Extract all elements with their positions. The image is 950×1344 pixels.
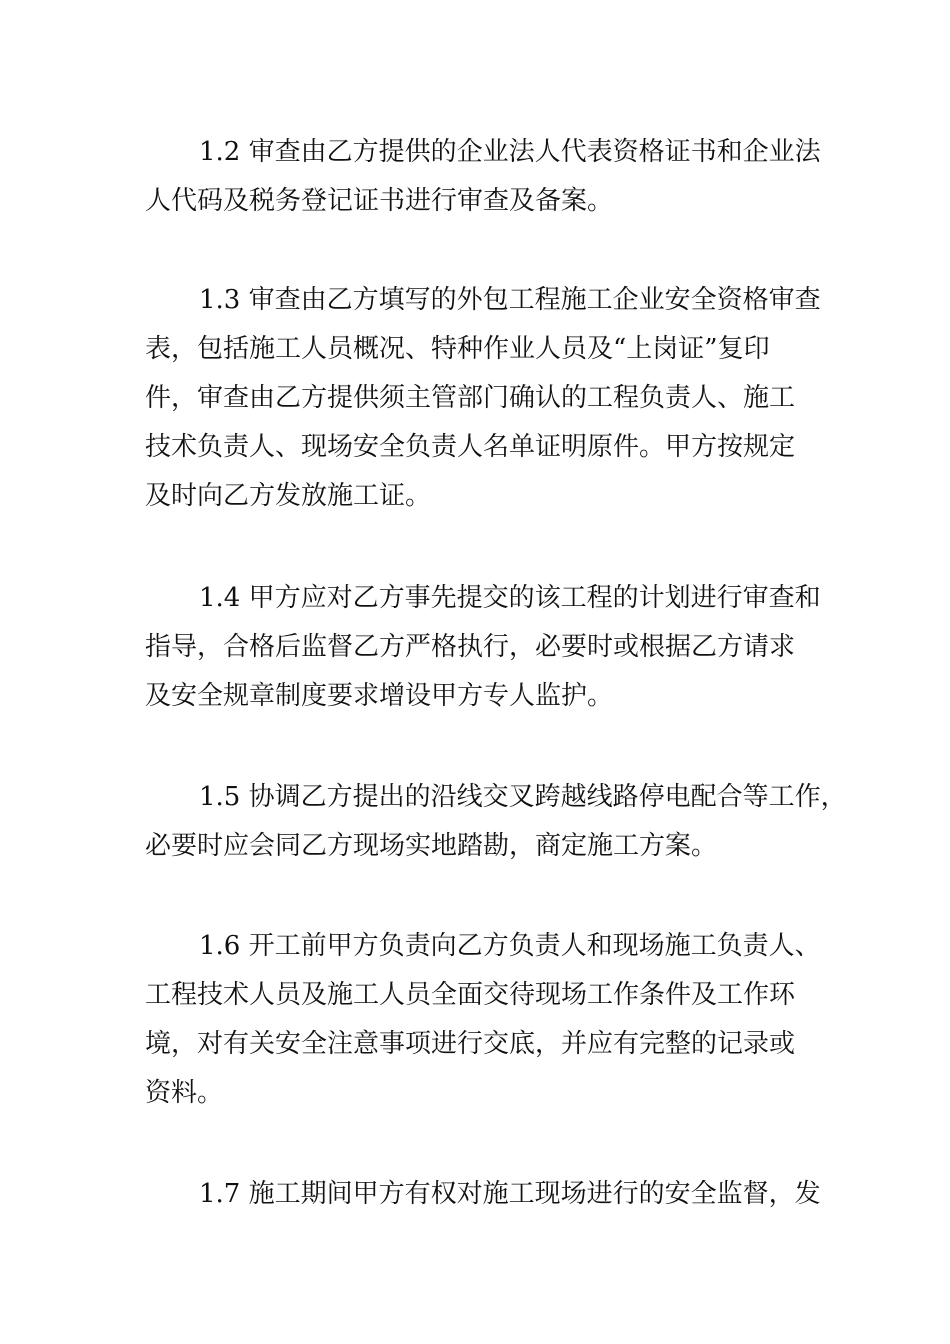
paragraph-line: 1.7 施工期间甲方有权对施工现场进行的安全监督，发 <box>199 1179 821 1209</box>
paragraph-line: 1.6 开工前甲方负责向乙方负责人和现场施工负责人、 <box>199 931 821 961</box>
paragraph-line: 1.5 协调乙方提出的沿线交叉跨越线路停电配合等工作， <box>199 782 847 812</box>
paragraph-1-5 <box>145 773 847 871</box>
paragraph-1-6 <box>145 922 821 1118</box>
paragraph-line: 件，审查由乙方提供须主管部门确认的工程负责人、施工 <box>145 383 796 413</box>
paragraph-1-4 <box>145 574 821 721</box>
paragraph-1-2 <box>145 128 821 226</box>
paragraph-line: 技术负责人、现场安全负责人名单证明原件。甲方按规定 <box>145 432 796 462</box>
paragraph-line: 必要时应会同乙方现场实地踏勘，商定施工方案。 <box>145 831 718 861</box>
paragraph-line: 及时向乙方发放施工证。 <box>145 481 432 511</box>
paragraph-line: 1.2 审查由乙方提供的企业法人代表资格证书和企业法 <box>199 137 821 167</box>
paragraph-line: 指导，合格后监督乙方严格执行，必要时或根据乙方请求 <box>145 632 796 662</box>
paragraph-1-3 <box>145 276 821 521</box>
paragraph-line: 人代码及税务登记证书进行审查及备案。 <box>145 186 614 216</box>
paragraph-line: 境，对有关安全注意事项进行交底，并应有完整的记录或 <box>145 1029 796 1059</box>
paragraph-line: 工程技术人员及施工人员全面交待现场工作条件及工作环 <box>145 980 796 1010</box>
paragraph-line: 及安全规章制度要求增设甲方专人监护。 <box>145 681 614 711</box>
paragraph-1-7 <box>145 1170 821 1219</box>
paragraph-line: 1.4 甲方应对乙方事先提交的该工程的计划进行审查和 <box>199 583 821 613</box>
paragraph-line: 表，包括施工人员概况、特种作业人员及“上岗证”复印 <box>145 334 770 364</box>
paragraph-line: 资料。 <box>145 1078 224 1108</box>
paragraph-line: 1.3 审查由乙方填写的外包工程施工企业安全资格审查 <box>199 285 821 315</box>
